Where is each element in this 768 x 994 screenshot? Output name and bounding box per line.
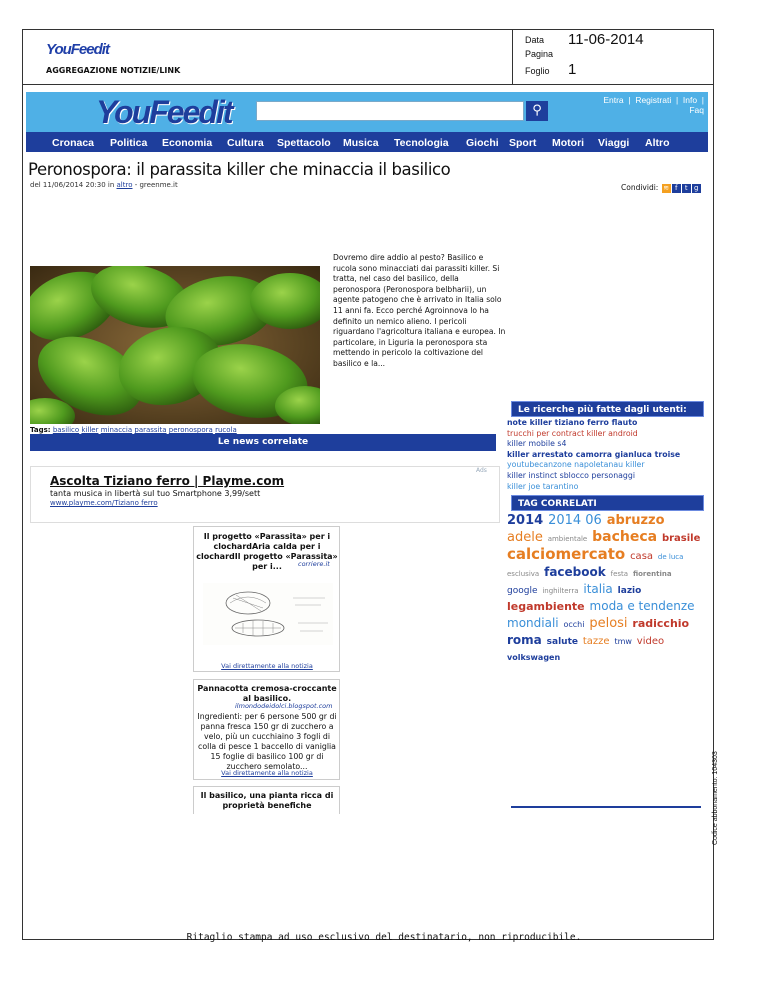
tag-cloud-link[interactable]: inghilterra — [542, 587, 579, 595]
tag-cloud-link[interactable]: calciomercato — [507, 545, 626, 563]
tag-cloud — [507, 513, 707, 666]
header-logo: YouFeedit — [46, 41, 109, 58]
register-link[interactable]: Registrati — [635, 95, 672, 105]
article-byline — [30, 181, 178, 189]
related-card-sketch — [203, 583, 333, 645]
article-title: Peronospora: il parassita killer che minaccia il basilico — [28, 160, 451, 179]
tag-cloud-link[interactable]: legambiente — [507, 600, 585, 613]
tag-cloud-link[interactable]: tmw — [614, 637, 632, 646]
share-bar — [621, 183, 701, 193]
data-label: Data — [525, 35, 545, 45]
login-link[interactable]: Entra — [603, 95, 624, 105]
info-link[interactable]: Info — [682, 95, 698, 105]
faq-link[interactable]: Faq — [689, 105, 704, 115]
ad-title-link[interactable]: Ascolta Tiziano ferro | Playme.com — [50, 474, 285, 488]
related-card-link[interactable]: Vai direttamente alla notizia — [221, 769, 313, 777]
nav-giochi[interactable]: Giochi — [466, 137, 499, 149]
byline-date: del 11/06/2014 20:30 in — [30, 181, 117, 189]
search-link[interactable]: note killer tiziano ferro flauto — [507, 418, 638, 427]
facebook-icon[interactable]: f — [672, 184, 681, 193]
footer-notice: Ritaglio stampa ad uso esclusivo del destinatario, non riproducibile. — [186, 932, 582, 943]
tag-cloud-link[interactable]: tazze — [582, 636, 610, 647]
search-link[interactable]: trucchi per contract killer android — [507, 428, 638, 438]
search-link[interactable]: killer joe tarantino — [507, 481, 579, 491]
search-input[interactable] — [256, 101, 524, 121]
tags-heading: TAG CORRELATI — [511, 495, 704, 511]
tag-link[interactable]: killer — [81, 426, 99, 434]
pagina-label: Pagina — [525, 49, 554, 59]
tag-cloud-link[interactable]: brasile — [661, 533, 701, 544]
related-card-title[interactable]: Pannacotta cremosa-croccante al basilico. — [197, 684, 337, 703]
nav-politica[interactable]: Politica — [110, 137, 148, 149]
foglio-value: 1 — [568, 61, 577, 78]
related-news-heading: Le news correlate — [30, 434, 496, 451]
tag-cloud-link[interactable]: casa — [630, 551, 654, 562]
tag-link[interactable]: parassita — [134, 426, 167, 434]
tag-link[interactable]: peronospora — [168, 426, 213, 434]
tag-link[interactable]: rucola — [215, 426, 237, 434]
article-excerpt: Dovremo dire addio al pesto? Basilico e rucola sono minacciati dai parassiti killer. Si tratta, nel caso del basilico, della peronospora (Peronospora belbharii), un agente patogeno che è arrivato in Italia solo 11 anni fa. Ecco perché Agroinnova lo ha definito un nemico alieno. I pericoli riguardano l'agricoltura italiana e europea. In particolare, in Liguria la peronospora sta mettendo in pericolo la coltivazione del basilico e la... — [333, 253, 506, 368]
byline-category-link[interactable]: altro — [116, 181, 133, 189]
tag-cloud-link[interactable]: abruzzo — [606, 513, 665, 528]
tag-cloud-link[interactable]: pelosi — [589, 616, 628, 631]
foglio-label: Foglio — [525, 66, 550, 76]
search-icon: ⚲ — [532, 103, 542, 118]
ads-label: Ads — [476, 467, 487, 474]
nav-cronaca[interactable]: Cronaca — [52, 137, 95, 149]
ad-description: tanta musica in libertà sul tuo Smartphone 3,99/sett — [50, 489, 261, 498]
twitter-icon[interactable]: t — [682, 184, 691, 193]
search-link[interactable]: killer arrestato camorra gianluca troise — [507, 449, 681, 459]
data-value: 11-06-2014 — [568, 31, 644, 48]
nav-musica[interactable]: Musica — [343, 137, 379, 149]
nav-altro[interactable]: Altro — [645, 137, 670, 149]
tags-label: Tags: — [30, 426, 51, 434]
article-photo-basil — [30, 266, 320, 424]
searches-heading: Le ricerche più fatte dagli utenti: — [511, 401, 704, 417]
tag-cloud-link[interactable]: festa — [610, 570, 629, 578]
tag-cloud-link[interactable]: mondiali — [507, 616, 559, 630]
tag-cloud-link[interactable]: salute — [546, 637, 578, 647]
search-link[interactable]: youtubecanzone napoletanau killer — [507, 460, 645, 470]
tag-cloud-link[interactable]: facebook — [544, 565, 606, 579]
nav-economia[interactable]: Economia — [162, 137, 213, 149]
header-divider — [22, 84, 714, 85]
search-link[interactable]: killer instinct sblocco personaggi — [507, 470, 635, 480]
tag-link[interactable]: basilico — [52, 426, 80, 434]
google-plus-icon[interactable]: g — [692, 184, 701, 193]
related-card-title[interactable]: Il progetto «Parassita» per i clochardAria calda per i clochardIl progetto «Parassita» per i... — [196, 532, 338, 571]
tag-cloud-link[interactable]: fiorentina — [632, 570, 672, 578]
related-card-title[interactable]: Il basilico, una pianta ricca di proprietà benefiche — [200, 791, 334, 810]
tag-cloud-link[interactable]: bacheca — [592, 529, 658, 545]
tag-cloud-link[interactable]: volkswagen — [507, 653, 561, 662]
rss-icon[interactable]: ≋ — [663, 183, 670, 192]
tag-cloud-link[interactable]: radicchio — [632, 617, 690, 630]
tag-cloud-link[interactable]: ambientale — [547, 535, 588, 543]
nav-sport[interactable]: Sport — [509, 137, 537, 149]
tag-cloud-link[interactable]: adele — [507, 530, 543, 545]
article-tags — [30, 426, 237, 434]
tag-cloud-link[interactable]: video — [636, 636, 665, 647]
tag-cloud-link[interactable]: italia — [583, 582, 613, 596]
search-link[interactable]: killer mobile s4 — [507, 439, 567, 449]
tag-cloud-link[interactable]: 2014 — [507, 513, 544, 528]
share-label: Condividi: — [621, 183, 659, 192]
nav-cultura[interactable]: Cultura — [227, 137, 264, 149]
ad-url-link[interactable]: www.playme.com/Tiziano ferro — [50, 499, 158, 507]
tag-cloud-link[interactable]: esclusiva — [507, 570, 540, 578]
tag-cloud-link[interactable]: moda e tendenze — [589, 599, 695, 613]
tag-cloud-link[interactable]: roma — [507, 633, 542, 647]
nav-motori[interactable]: Motori — [552, 137, 585, 149]
related-card-source: ilmondodeidolci.blogspot.com — [235, 702, 333, 710]
tag-cloud-link[interactable]: de luca — [657, 553, 684, 561]
nav-spettacolo[interactable]: Spettacolo — [277, 137, 331, 149]
sidebar-divider — [511, 806, 701, 808]
related-card-source: corriere.it — [298, 560, 330, 568]
site-logo[interactable]: YouFeedit — [96, 94, 232, 130]
tag-link[interactable]: minaccia — [100, 426, 133, 434]
subscription-code: Codice abbonamento: 104303 — [712, 751, 719, 845]
tag-cloud-link[interactable]: google — [507, 586, 538, 596]
header-tagline: AGGREGAZIONE NOTIZIE/LINK — [46, 66, 181, 75]
tag-cloud-link[interactable]: occhi — [563, 620, 585, 629]
tag-cloud-link[interactable]: lazio — [617, 586, 642, 596]
related-card-link[interactable]: Vai direttamente alla notizia — [221, 662, 313, 670]
nav-viaggi[interactable]: Viaggi — [598, 137, 630, 149]
related-card-text: Ingredienti: per 6 persone 500 gr di panna fresca 150 gr di zucchero a velo, più un cucchiaino 3 fogli di colla di pesce 1 baccello di vaniglia 15 foglie di basilico 100 gr di zucchero semolato... — [197, 712, 337, 771]
top-links: Entra | Registrati | Info | Faq — [603, 95, 704, 115]
nav-tecnologia[interactable]: Tecnologia — [394, 137, 449, 149]
tag-cloud-link[interactable]: 2014 06 — [548, 513, 602, 528]
search-list — [507, 418, 707, 492]
search-button[interactable] — [526, 101, 548, 121]
byline-source: - greenme.it — [132, 181, 178, 189]
